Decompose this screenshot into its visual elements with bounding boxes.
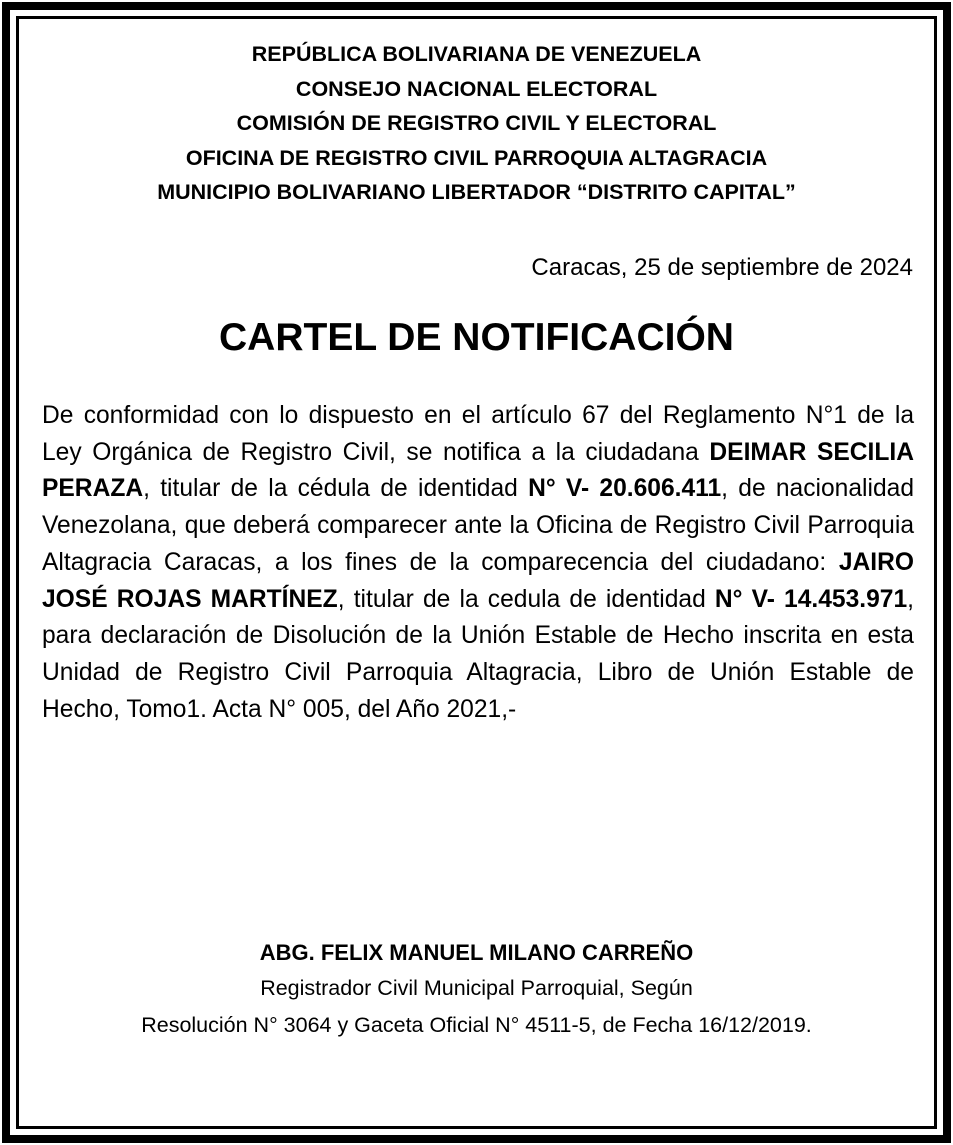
- header-line-office: OFICINA DE REGISTRO CIVIL PARROQUIA ALTAGRACIA: [185, 145, 768, 170]
- other-person-id: N° V- 14.453.971: [714, 585, 908, 613]
- body-text-part-3: , de nacionalidad Venezolana, que deberá comparecer ante la Oficina de Registro Civil Parroquia Altagracia Caracas, a los fines de la comparecencia del ciudadano:: [42, 475, 914, 576]
- notified-person-name: DEIMAR SECILIA PERAZA: [42, 438, 914, 503]
- signature-block: [19, 936, 934, 1044]
- notification-body: [42, 398, 914, 728]
- body-text-part-2: , titular de la cédula de identidad: [143, 475, 529, 503]
- notified-person-id: N° V- 20.606.411: [528, 475, 722, 503]
- signatory-role: Registrador Civil Municipal Parroquial, Según: [260, 976, 693, 1000]
- header-line-council: CONSEJO NACIONAL ELECTORAL: [295, 76, 658, 101]
- header-line-municipality: MUNICIPIO BOLIVARIANO LIBERTADOR “DISTRITO CAPITAL”: [157, 180, 796, 204]
- other-person-name: JAIRO JOSÉ ROJAS MARTÍNEZ: [42, 548, 914, 613]
- header-line-commission: COMISIÓN DE REGISTRO CIVIL Y ELECTORAL: [236, 111, 717, 135]
- body-text-part-5: , para declaración de Disolución de la Unión Estable de Hecho inscrita en esta Unidad de Registro Civil Parroquia Altagracia, Libro de Unión Estable de Hecho, Tomo1. Acta N° 005, del Año 2021,-: [42, 585, 914, 723]
- document-title: CARTEL DE NOTIFICACIÓN: [219, 316, 734, 359]
- place-and-date: Caracas, 25 de septiembre de 2024: [531, 254, 913, 281]
- signatory-resolution: Resolución N° 3064 y Gaceta Oficial N° 4511-5, de Fecha 16/12/2019.: [141, 1013, 812, 1037]
- institution-header: [19, 37, 934, 210]
- body-text-part-4: , titular de la cedula de identidad: [337, 585, 715, 613]
- signatory-name: ABG. FELIX MANUEL MILANO CARREÑO: [259, 940, 694, 965]
- body-text-part-1: De conformidad con lo dispuesto en el artículo 67 del Reglamento N°1 de la Ley Orgánica de Registro Civil, se notifica a la ciudadana: [42, 402, 914, 466]
- header-line-republic: REPÚBLICA BOLIVARIANA DE VENEZUELA: [251, 42, 702, 66]
